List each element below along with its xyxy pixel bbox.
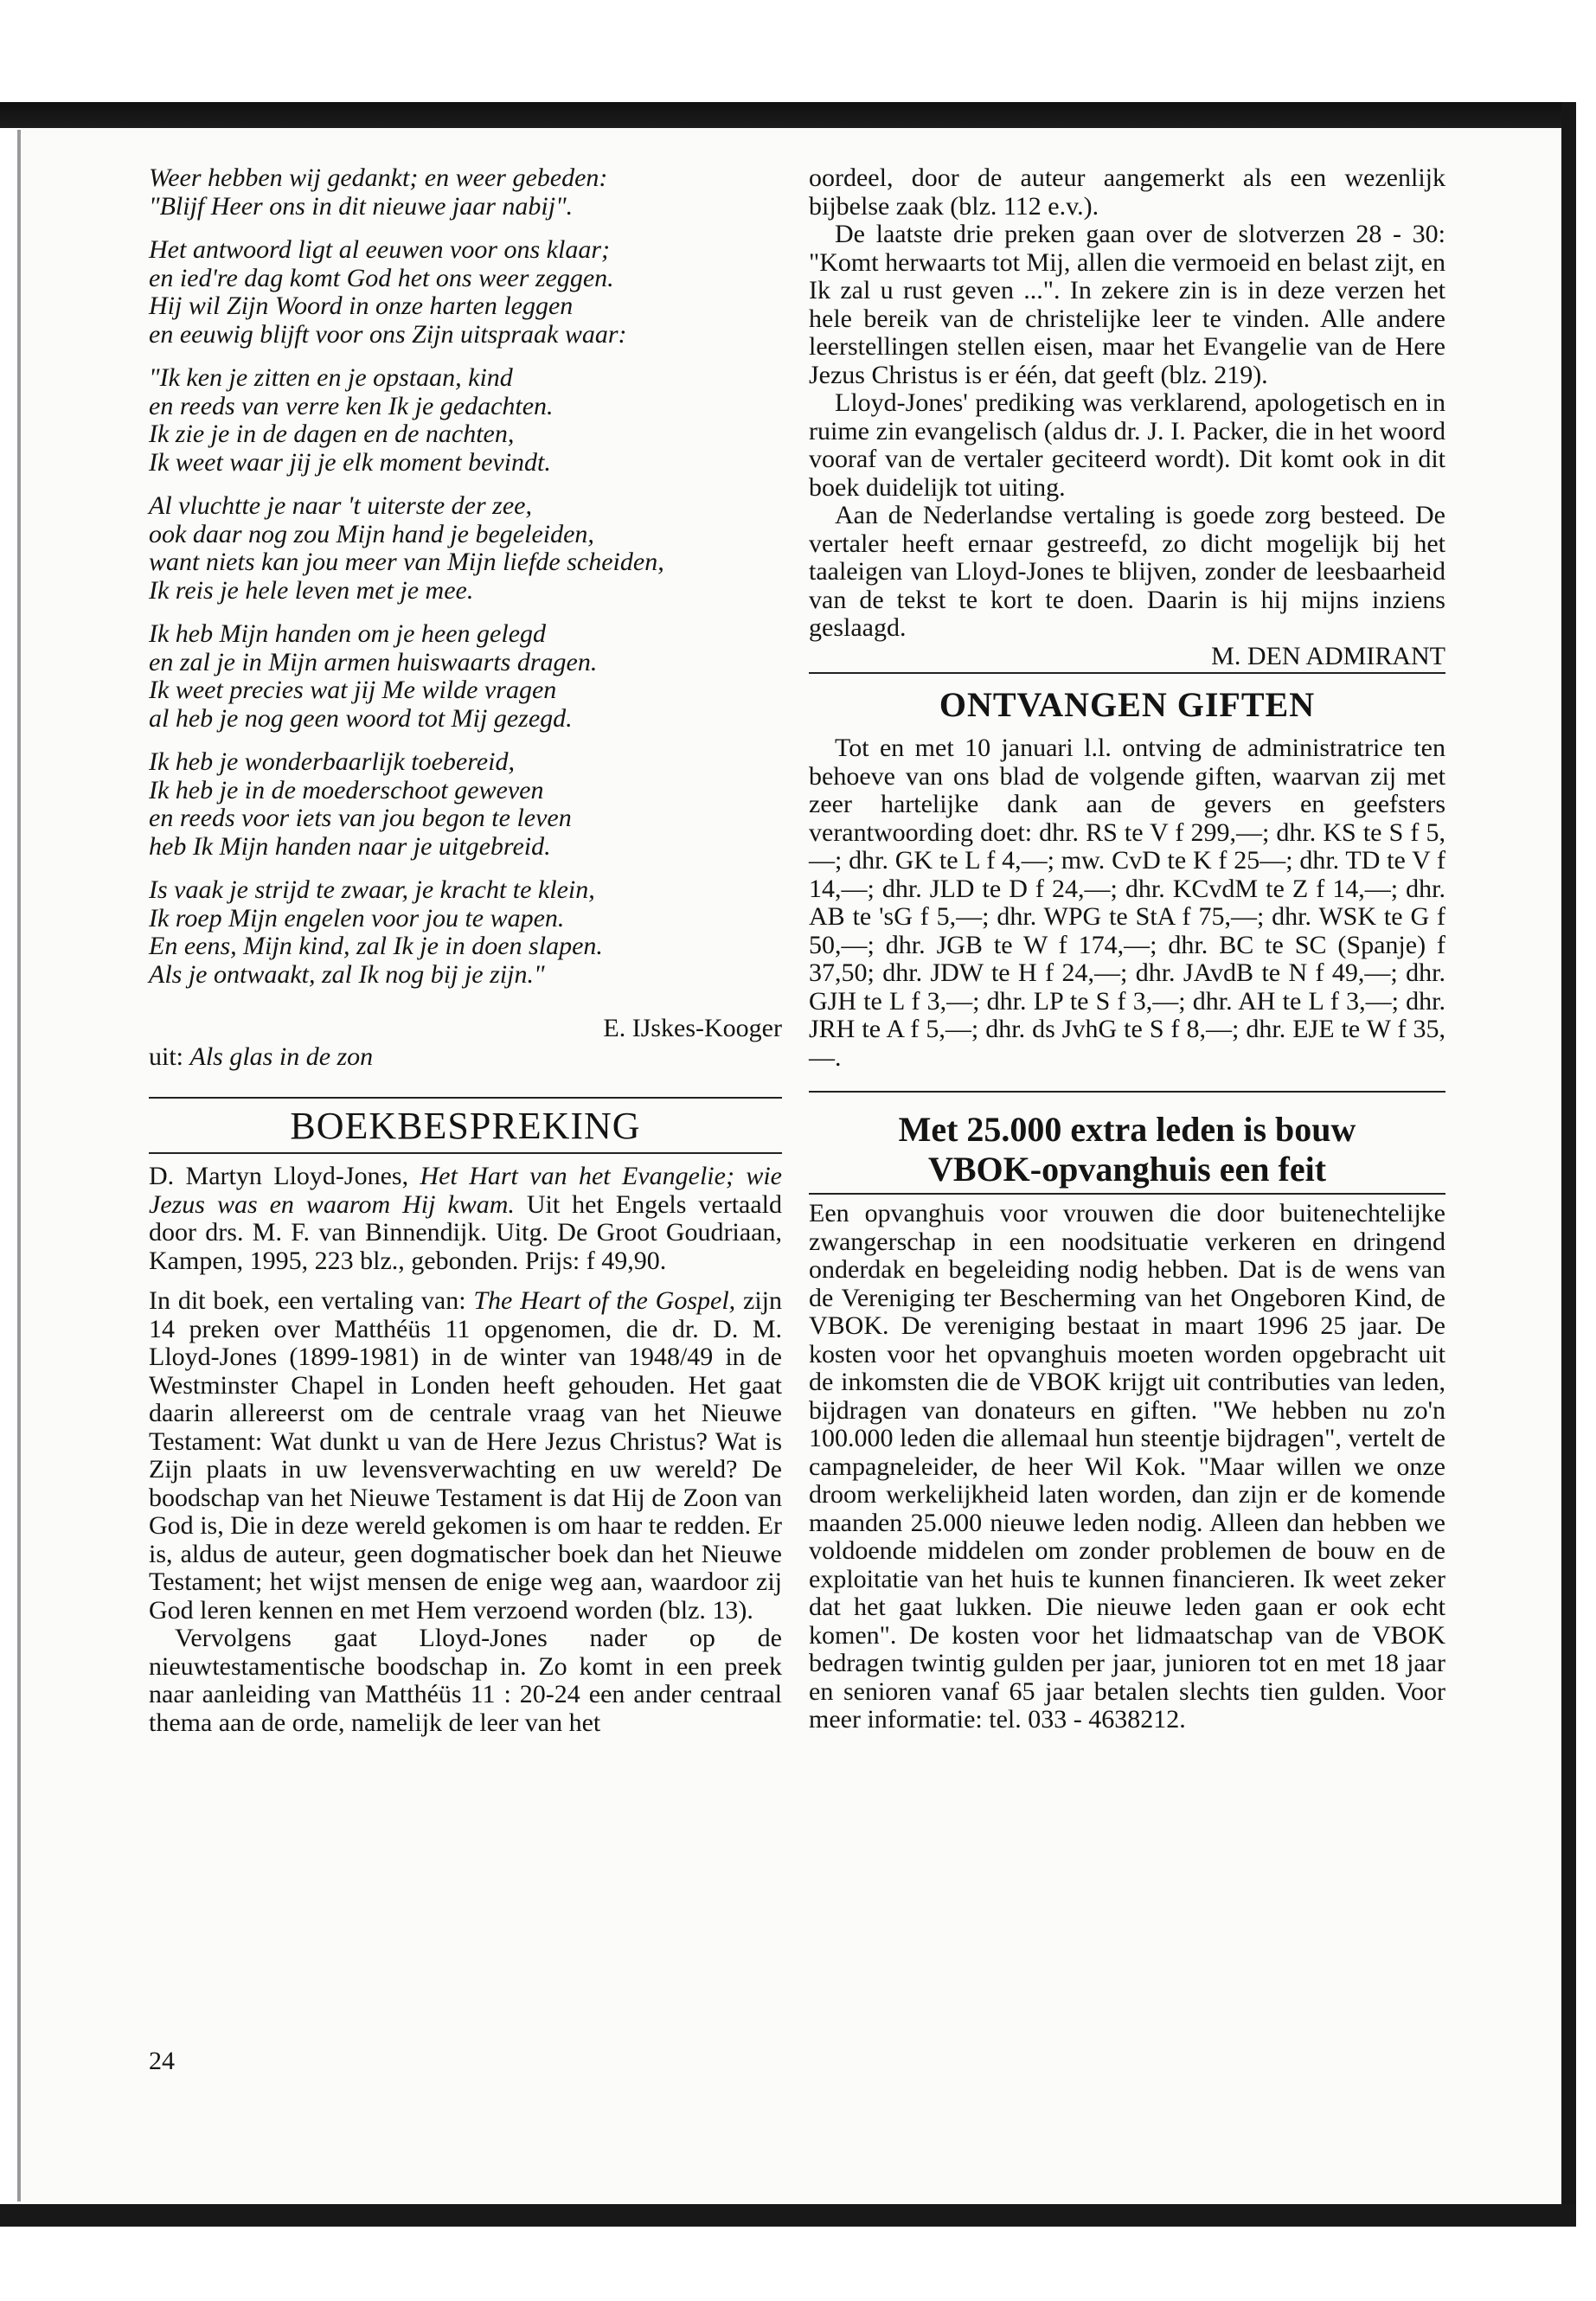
poem-line: en reeds voor iets van jou begon te leven	[149, 804, 572, 832]
poem-line: ook daar nog zou Mijn hand je begeleiden,	[149, 519, 594, 548]
vbok-heading-line: Met 25.000 extra leden is bouw	[898, 1110, 1356, 1149]
poem-line: Ik weet precies wat jij Me wilde vragen	[149, 676, 557, 704]
poem-source-prefix: uit:	[149, 1042, 190, 1071]
review-text: In dit boek, een vertaling van:	[149, 1286, 474, 1315]
poem-line: en ied're dag komt God het ons weer zeggen.	[149, 263, 614, 292]
page-number: 24	[149, 2047, 175, 2075]
poem-line: heb Ik Mijn handen naar je uitgebreid.	[149, 831, 551, 861]
poem-author: E. IJskes-Kooger	[603, 1014, 782, 1042]
poem-line: Ik heb je in de moederschoot geweven	[149, 775, 544, 804]
vbok-article: Een opvanghuis voor vrouwen die door buitenechtelijke zwangerschap in een noodsituatie verkeren en dringend onderdak en begeleiding nodig hebben. Dat is de wens van de Vereniging ter Bescherming van het Ongeboren Kind, de VBOK. De vereniging bestaat in maart 1996 25 jaar. De kosten voor het opvanghuis moeten worden opgebracht uit de inkomsten die de VBOK krijgt uit contributies van leden, bijdragen van donateurs en giften. "We hebben nu zo'n 100.000 leden die allemaal hun steentje bijdragen", vertelt de campagneleider, de heer Wil Kok. "Maar willen we onze droom werkelijkheid laten worden, dan zijn er de komende maanden 25.000 nieuwe leden nodig. Alleen dan hebben we voldoende middelen om zonder problemen de bouw en de exploitatie van het huis te kunnen financieren. Ik weet zeker dat het gaat lukken. Die nieuwe leden gaan er ook echt komen". De kosten voor het lidmaatschap van de VBOK bedragen twintig gulden per jaar, junioren tot en met 18 jaar en senioren vanaf 65 jaar betalen slechts tien gulden. Voor meer informatie: tel. 033 - 4638212.	[809, 1199, 1445, 1734]
review-paragraph: Aan de Nederlandse vertaling is goede zorg besteed. De vertaler heeft ernaar gestreefd, zo dicht mogelijk bij het taaleigen van Lloyd-Jones te blijven, zonder de leesbaarheid van de tekst te kort te doen. Daarin is hij mijns inziens geslaagd.	[809, 501, 1445, 642]
poem-line: "Ik ken je zitten en je opstaan, kind	[149, 363, 513, 392]
scan-right-border	[1561, 102, 1576, 2227]
citation-author: D. Martyn Lloyd-Jones,	[149, 1162, 420, 1190]
poem-line: en zal je in Mijn armen huiswaarts dragen.	[149, 647, 598, 676]
poem-stanza	[149, 492, 782, 605]
poem-line: en reeds van verre ken Ik je gedachten.	[149, 391, 554, 420]
divider	[809, 1193, 1445, 1195]
review-paragraph: oordeel, door de auteur aangemerkt als een wezenlijk bijbelse zaak (blz. 112 e.v.).	[809, 163, 1445, 221]
poem	[149, 164, 782, 989]
review-text: zijn 14 preken over Matthéüs 11 opgenomen, die dr. D. M. Lloyd-Jones (1899-1981) in de winter van 1948/49 in de Westminster Chapel in Londen heeft gehouden. Het gaat daarin allereerst om de centrale vraag van het Nieuwe Testament: Wat dunkt u van de Here Jezus Christus? Wat is Zijn plaats in uw levensverwachting en uw wereld? De boodschap van het Nieuwe Testament is dat Hij de Zoon van God is, Die in deze wereld gekomen is om haar te redden. Er is, aldus de auteur, geen dogmatischer boek dan het Nieuwe Testament; het wijst mensen de enige weg aan, waardoor zij God leren kennen en met Hem verzoend worden (blz. 13).	[149, 1286, 782, 1625]
gifts-list: Tot en met 10 januari l.l. ontving de administratrice ten behoeve van ons blad de volgende giften, waarvan zij met zeer hartelijke dank aan de gevers en geefsters verantwoording doet: dhr. RS te V f 299,—; dhr. KS te S f 5,—; dhr. GK te L f 4,—; mw. CvD te K f 25—; dhr. TD te V f 14,—; dhr. JLD te D f 24,—; dhr. KCvdM te Z f 14,—; dhr. AB te 'sG f 5,—; dhr. WPG te StA f 75,—; dhr. WSK te G f 50,—; dhr. JGB te W f 174,—; dhr. BC te SC (Spanje) f 37,50; dhr. JDW te H f 24,—; dhr. JAvdB te N f 49,—; dhr. GJH te L f 3,—; dhr. LP te S f 3,—; dhr. AH te L f 3,—; dhr. JRH te A f 5,—; dhr. ds JvhG te S f 8,—; dhr. EJE te W f 35,—.	[809, 734, 1445, 1072]
review-citation	[149, 1163, 782, 1275]
gifts-heading: ONTVANGEN GIFTEN	[939, 685, 1316, 724]
citation-details: Uit het Engels vertaald door drs. M. F. van Binnendijk. Uitg. De Groot Goudriaan, Kampen, 1995, 223 blz., gebonden. Prijs: f 49,90.	[149, 1189, 783, 1275]
review-signature: M. DEN ADMIRANT	[1211, 641, 1445, 670]
left-column	[149, 164, 782, 1737]
original-title: The Heart of the Gospel,	[473, 1286, 736, 1315]
right-column	[809, 164, 1445, 1734]
review-paragraph: Vervolgens gaat Lloyd-Jones nader op de nieuwtestamentische boodschap in. Zo komt in een preek naar aanleiding van Matthéüs 11 : 20-24 een ander centraal thema aan de orde, namelijk de leer van het	[149, 1624, 782, 1737]
poem-line: Ik zie je in de dagen en de nachten,	[149, 420, 515, 448]
citation-title: Het Hart van het Evangelie; wie Jezus was en waarom Hij kwam.	[149, 1162, 782, 1219]
scan-bottom-border	[0, 2204, 1576, 2227]
poem-line: Al vluchtte je naar 't uiterste der zee,	[149, 491, 532, 520]
poem-line: Het antwoord ligt al eeuwen voor ons klaar;	[149, 235, 610, 264]
poem-source-title: Als glas in de zon	[189, 1042, 374, 1071]
review-paragraph: Lloyd-Jones' prediking was verklarend, apologetisch en in ruime zin evangelisch (aldus dr. J. I. Packer, die in het woord vooraf van de vertaler geciteerd wordt). Dit komt ook in dit boek duidelijk tot uiting.	[809, 388, 1445, 502]
poem-line: Als je ontwaakt, zal Ik nog bij je zijn."	[149, 959, 545, 989]
poem-line: "Blijf Heer ons in dit nieuwe jaar nabij".	[149, 191, 574, 221]
divider	[149, 1152, 782, 1154]
poem-stanza	[149, 364, 782, 477]
poem-line: Hij wil Zijn Woord in onze harten leggen	[149, 292, 574, 320]
poem-line: Weer hebben wij gedankt; en weer gebeden:	[149, 163, 608, 192]
poem-line: Ik heb je wonderbaarlijk toebereid,	[149, 747, 515, 776]
poem-line: want niets kan jou meer van Mijn liefde scheiden,	[149, 548, 664, 576]
poem-line: Ik heb Mijn handen om je heen gelegd	[149, 619, 547, 648]
poem-line: Ik reis je hele leven met je mee.	[149, 575, 474, 605]
vbok-heading	[809, 1110, 1445, 1189]
poem-stanza	[149, 876, 782, 989]
poem-line: Ik roep Mijn engelen voor jou te wapen.	[149, 903, 565, 933]
review-paragraph: De laatste drie preken gaan over de slotverzen 28 - 30: "Komt herwaarts tot Mij, allen die vermoeid en belast zijt, en Ik zal u rust geven ...". In zekere zin is in deze verzen het hele bereik van de christelijke leer te vinden. Alle andere leerstellingen stellen eisen, maar het Evangelie van de Here Jezus Christus is er één, dat geeft (blz. 219).	[809, 220, 1445, 389]
divider	[809, 672, 1445, 674]
poem-line: En eens, Mijn kind, zal Ik je in doen slapen.	[149, 932, 603, 960]
scan-top-border	[0, 102, 1576, 128]
poem-source	[149, 1043, 782, 1072]
poem-line: Ik weet waar jij je elk moment bevindt.	[149, 447, 551, 477]
vbok-heading-line: VBOK-opvanghuis een feit	[927, 1150, 1327, 1189]
poem-line: al heb je nog geen woord tot Mij gezegd.	[149, 703, 573, 733]
poem-stanza	[149, 236, 782, 349]
poem-stanza	[149, 164, 782, 221]
review-heading: BOEKBESPREKING	[290, 1105, 641, 1147]
poem-stanza	[149, 620, 782, 733]
divider	[809, 1091, 1445, 1093]
divider	[149, 1097, 782, 1099]
poem-stanza	[149, 748, 782, 861]
poem-line: Is vaak je strijd te zwaar, je kracht te klein,	[149, 875, 595, 904]
review-paragraph	[149, 1287, 782, 1625]
poem-line: en eeuwig blijft voor ons Zijn uitspraak waar:	[149, 319, 627, 349]
